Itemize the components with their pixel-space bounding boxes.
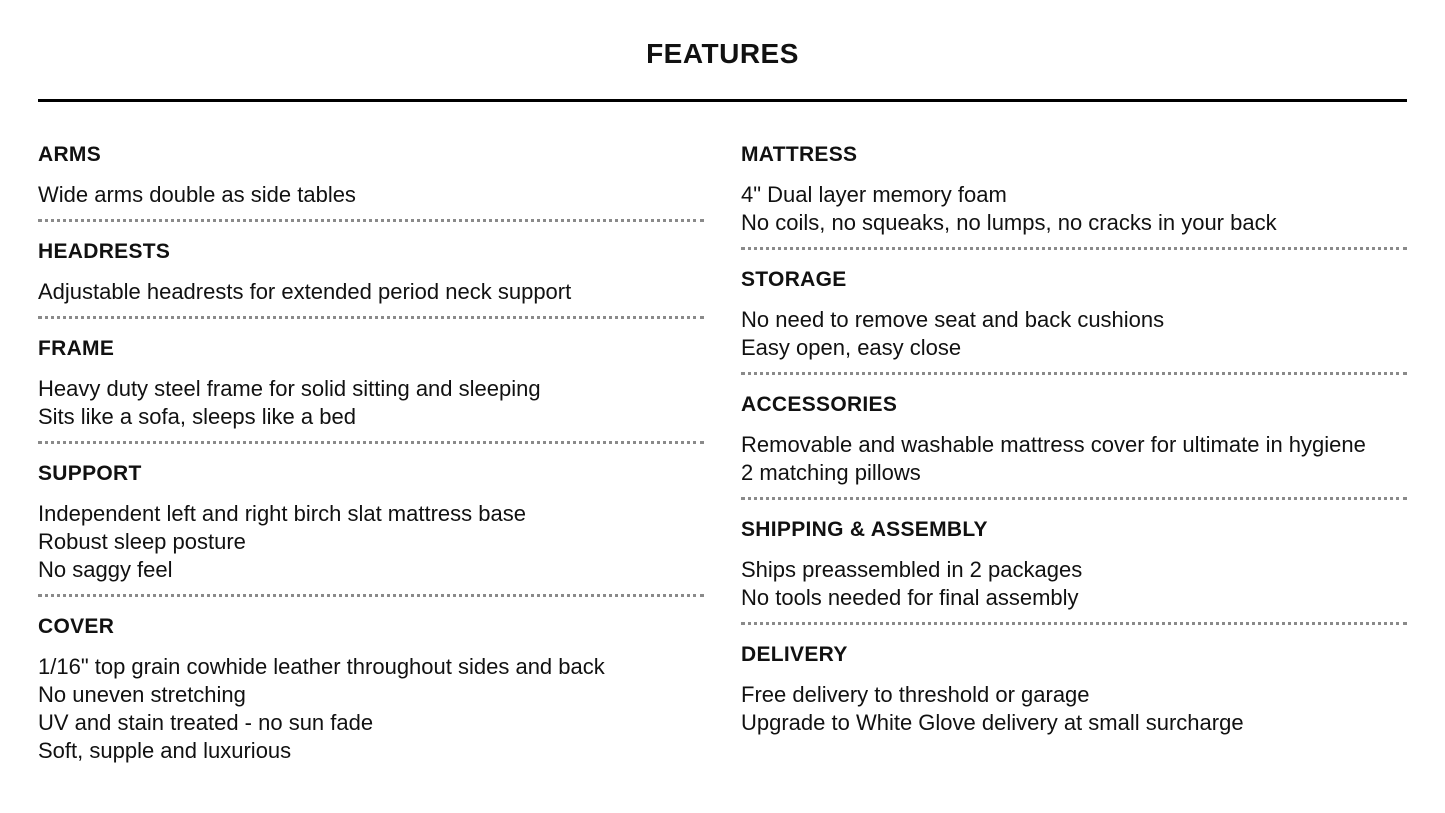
- feature-line: Adjustable headrests for extended period neck support: [38, 279, 572, 304]
- feature-heading: ACCESSORIES: [741, 393, 898, 416]
- feature-line: No need to remove seat and back cushions: [741, 307, 1165, 332]
- feature-line: Free delivery to threshold or garage: [741, 682, 1090, 707]
- dotted-divider: [741, 372, 1407, 375]
- feature-section-cover: [38, 611, 704, 765]
- feature-line: Easy open, easy close: [741, 335, 962, 360]
- feature-heading: SHIPPING & ASSEMBLY: [741, 518, 988, 541]
- feature-section-arms: [38, 139, 704, 209]
- feature-line: Robust sleep posture: [38, 529, 246, 554]
- feature-line: No coils, no squeaks, no lumps, no cracks in your back: [741, 210, 1277, 235]
- feature-line: Heavy duty steel frame for solid sitting and sleeping: [38, 376, 541, 401]
- feature-section-delivery: [741, 639, 1407, 737]
- dotted-divider: [38, 594, 704, 597]
- dotted-divider: [38, 219, 704, 222]
- feature-line: Wide arms double as side tables: [38, 182, 356, 207]
- feature-line: Soft, supple and luxurious: [38, 738, 292, 763]
- dotted-divider: [741, 622, 1407, 625]
- dotted-divider: [38, 316, 704, 319]
- feature-heading: SUPPORT: [38, 462, 142, 485]
- feature-heading: HEADRESTS: [38, 240, 171, 263]
- feature-line: 2 matching pillows: [741, 460, 921, 485]
- dotted-divider: [741, 497, 1407, 500]
- feature-section-support: [38, 458, 704, 584]
- feature-line: No tools needed for final assembly: [741, 585, 1079, 610]
- feature-heading: MATTRESS: [741, 143, 858, 166]
- features-right-column: [741, 139, 1407, 737]
- feature-heading: FRAME: [38, 337, 115, 360]
- feature-line: No uneven stretching: [38, 682, 246, 707]
- feature-section-accessories: [741, 389, 1407, 487]
- feature-section-headrests: [38, 236, 704, 306]
- dotted-divider: [741, 247, 1407, 250]
- feature-section-frame: [38, 333, 704, 431]
- dotted-divider: [38, 441, 704, 444]
- feature-line: 4" Dual layer memory foam: [741, 182, 1007, 207]
- feature-line: No saggy feel: [38, 557, 173, 582]
- feature-heading: ARMS: [38, 143, 102, 166]
- feature-section-mattress: [741, 139, 1407, 237]
- feature-line: UV and stain treated - no sun fade: [38, 710, 374, 735]
- feature-heading: COVER: [38, 615, 115, 638]
- features-left-column: [38, 139, 704, 765]
- feature-line: Removable and washable mattress cover for ultimate in hygiene: [741, 432, 1366, 457]
- feature-line: Independent left and right birch slat mattress base: [38, 501, 526, 526]
- feature-line: 1/16" top grain cowhide leather throughout sides and back: [38, 654, 605, 679]
- title-divider: [38, 99, 1407, 102]
- feature-line: Upgrade to White Glove delivery at small surcharge: [741, 710, 1244, 735]
- feature-section-storage: [741, 264, 1407, 362]
- feature-section-shipping-assembly: [741, 514, 1407, 612]
- feature-line: Ships preassembled in 2 packages: [741, 557, 1083, 582]
- feature-heading: STORAGE: [741, 268, 847, 291]
- page-title: FEATURES: [646, 38, 799, 69]
- feature-heading: DELIVERY: [741, 643, 848, 666]
- feature-line: Sits like a sofa, sleeps like a bed: [38, 404, 356, 429]
